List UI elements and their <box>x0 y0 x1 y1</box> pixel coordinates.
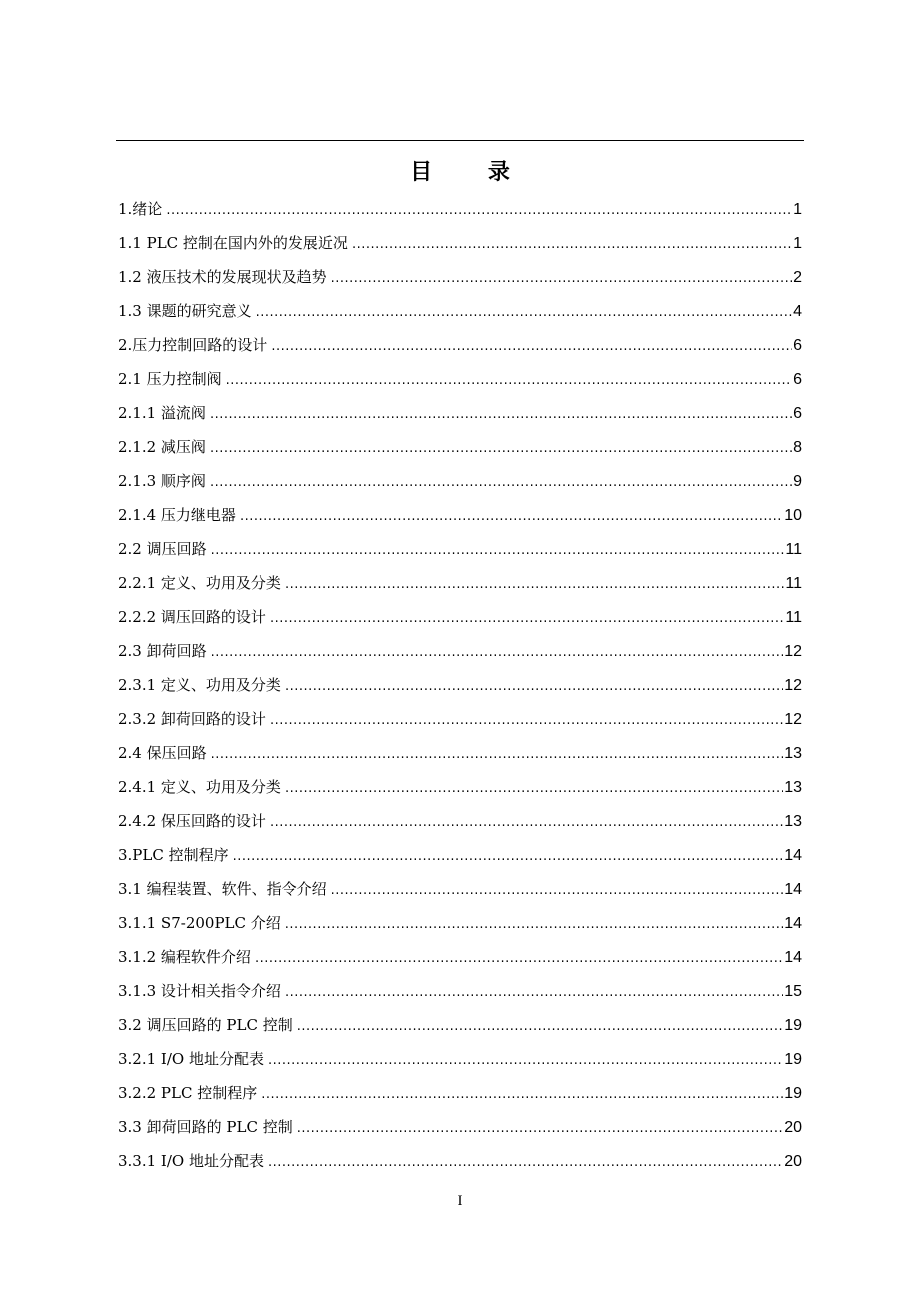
toc-entry-label: 1.2 液压技术的发展现状及趋势 <box>118 268 327 286</box>
toc-entry-page: 20 <box>784 1119 802 1136</box>
dot-leader <box>270 708 783 734</box>
dot-leader <box>166 198 792 224</box>
toc-entry-label: 2.压力控制回路的设计 <box>118 336 268 354</box>
toc-entry[interactable] <box>118 740 802 774</box>
toc-entry[interactable] <box>118 298 802 332</box>
dot-leader <box>233 844 784 870</box>
toc-entry[interactable] <box>118 638 802 672</box>
toc-entry[interactable] <box>118 1046 802 1080</box>
dot-leader <box>270 810 783 836</box>
toc-entry[interactable] <box>118 196 802 230</box>
dot-leader <box>270 606 784 632</box>
toc-entry-page: 11 <box>785 609 802 626</box>
dot-leader <box>268 1048 783 1074</box>
dot-leader <box>285 980 783 1006</box>
toc-entry-page: 20 <box>784 1153 802 1170</box>
page-title: 目 录 <box>410 160 534 185</box>
toc-entry-label: 3.1 编程装置、软件、指令介绍 <box>118 880 327 898</box>
toc-entry-label: 3.PLC 控制程序 <box>118 846 229 864</box>
dot-leader <box>226 368 792 394</box>
dot-leader <box>256 300 792 326</box>
toc-entry-label: 2.4 保压回路 <box>118 744 207 762</box>
toc-entry-label: 2.1.3 顺序阀 <box>118 472 206 490</box>
toc-entry-page: 15 <box>784 983 802 1000</box>
toc-entry[interactable] <box>118 808 802 842</box>
toc-entry[interactable] <box>118 468 802 502</box>
toc-entry-label: 2.3 卸荷回路 <box>118 642 207 660</box>
dot-leader <box>211 640 784 666</box>
page-number: I <box>457 1193 463 1209</box>
toc-entry-label: 3.2.1 I/O 地址分配表 <box>118 1050 264 1068</box>
dot-leader <box>271 334 792 360</box>
dot-leader <box>285 776 783 802</box>
toc-entry-page: 4 <box>793 303 802 320</box>
toc-entry-page: 14 <box>784 847 802 864</box>
toc-entry[interactable] <box>118 876 802 910</box>
toc-entry-page: 13 <box>784 813 802 830</box>
toc-entry[interactable] <box>118 1080 802 1114</box>
toc-entry-label: 2.3.1 定义、功用及分类 <box>118 676 281 694</box>
toc-entry-label: 3.3 卸荷回路的 PLC 控制 <box>118 1118 293 1136</box>
dot-leader <box>268 1150 783 1176</box>
toc-entry-label: 3.2.2 PLC 控制程序 <box>118 1084 258 1102</box>
toc-entry-page: 14 <box>784 949 802 966</box>
dot-leader <box>331 878 784 904</box>
toc-entry[interactable] <box>118 944 802 978</box>
toc-entry-label: 3.1.1 S7-200PLC 介绍 <box>118 914 281 932</box>
toc-entry-page: 19 <box>784 1051 802 1068</box>
toc-entry-page: 10 <box>784 507 802 524</box>
toc-entry-label: 1.绪论 <box>118 200 163 218</box>
toc-entry-label: 2.2 调压回路 <box>118 540 207 558</box>
toc-entry-label: 1.1 PLC 控制在国内外的发展近况 <box>118 234 348 252</box>
toc-entry-label: 2.1.2 减压阀 <box>118 438 206 456</box>
toc-entry-label: 2.1 压力控制阀 <box>118 370 222 388</box>
toc-entry[interactable] <box>118 366 802 400</box>
toc-entry-page: 6 <box>793 405 802 422</box>
dot-leader <box>331 266 792 292</box>
toc-entry[interactable] <box>118 264 802 298</box>
toc-entry-page: 14 <box>784 881 802 898</box>
header-rule <box>116 140 804 141</box>
toc-entry-page: 12 <box>784 711 802 728</box>
toc-entry-page: 11 <box>785 541 802 558</box>
table-of-contents <box>118 196 802 1182</box>
toc-entry[interactable] <box>118 536 802 570</box>
toc-entry[interactable] <box>118 332 802 366</box>
toc-entry[interactable] <box>118 1012 802 1046</box>
toc-entry-page: 12 <box>784 677 802 694</box>
dot-leader <box>285 572 784 598</box>
toc-entry[interactable] <box>118 1148 802 1182</box>
dot-leader <box>210 470 792 496</box>
toc-entry-page: 11 <box>785 575 802 592</box>
toc-entry-label: 3.1.2 编程软件介绍 <box>118 948 251 966</box>
toc-entry-page: 6 <box>793 371 802 388</box>
toc-entry[interactable] <box>118 400 802 434</box>
toc-entry-page: 12 <box>784 643 802 660</box>
toc-entry[interactable] <box>118 570 802 604</box>
toc-entry-label: 2.4.2 保压回路的设计 <box>118 812 266 830</box>
toc-entry-page: 14 <box>784 915 802 932</box>
toc-entry-page: 19 <box>784 1017 802 1034</box>
toc-entry-label: 3.1.3 设计相关指令介绍 <box>118 982 281 1000</box>
toc-entry-page: 6 <box>793 337 802 354</box>
toc-entry[interactable] <box>118 604 802 638</box>
toc-entry-label: 2.1.4 压力继电器 <box>118 506 236 524</box>
toc-entry-label: 2.2.2 调压回路的设计 <box>118 608 266 626</box>
toc-entry-label: 2.4.1 定义、功用及分类 <box>118 778 281 796</box>
toc-entry-page: 13 <box>784 745 802 762</box>
toc-entry-label: 3.2 调压回路的 PLC 控制 <box>118 1016 293 1034</box>
toc-entry-page: 8 <box>793 439 802 456</box>
toc-entry[interactable] <box>118 774 802 808</box>
toc-entry-page: 13 <box>784 779 802 796</box>
toc-entry[interactable] <box>118 502 802 536</box>
toc-entry[interactable] <box>118 672 802 706</box>
toc-entry-page: 1 <box>793 235 802 252</box>
toc-entry[interactable] <box>118 842 802 876</box>
dot-leader <box>285 912 783 938</box>
toc-entry-label: 2.1.1 溢流阀 <box>118 404 206 422</box>
dot-leader <box>297 1014 784 1040</box>
dot-leader <box>210 402 792 428</box>
toc-entry[interactable] <box>118 230 802 264</box>
toc-entry-label: 1.3 课题的研究意义 <box>118 302 252 320</box>
toc-entry-page: 2 <box>793 269 802 286</box>
dot-leader <box>255 946 783 972</box>
toc-entry[interactable] <box>118 706 802 740</box>
toc-entry-page: 1 <box>793 201 802 218</box>
toc-entry[interactable] <box>118 1114 802 1148</box>
dot-leader <box>211 742 784 768</box>
dot-leader <box>352 232 792 258</box>
toc-entry-label: 3.3.1 I/O 地址分配表 <box>118 1152 264 1170</box>
dot-leader <box>285 674 783 700</box>
dot-leader <box>211 538 785 564</box>
toc-entry-label: 2.3.2 卸荷回路的设计 <box>118 710 266 728</box>
toc-entry[interactable] <box>118 978 802 1012</box>
toc-entry[interactable] <box>118 910 802 944</box>
dot-leader <box>240 504 783 530</box>
toc-entry-label: 2.2.1 定义、功用及分类 <box>118 574 281 592</box>
toc-entry-page: 9 <box>793 473 802 490</box>
dot-leader <box>297 1116 784 1142</box>
dot-leader <box>261 1082 783 1108</box>
toc-entry-page: 19 <box>784 1085 802 1102</box>
dot-leader <box>210 436 792 462</box>
toc-entry[interactable] <box>118 434 802 468</box>
